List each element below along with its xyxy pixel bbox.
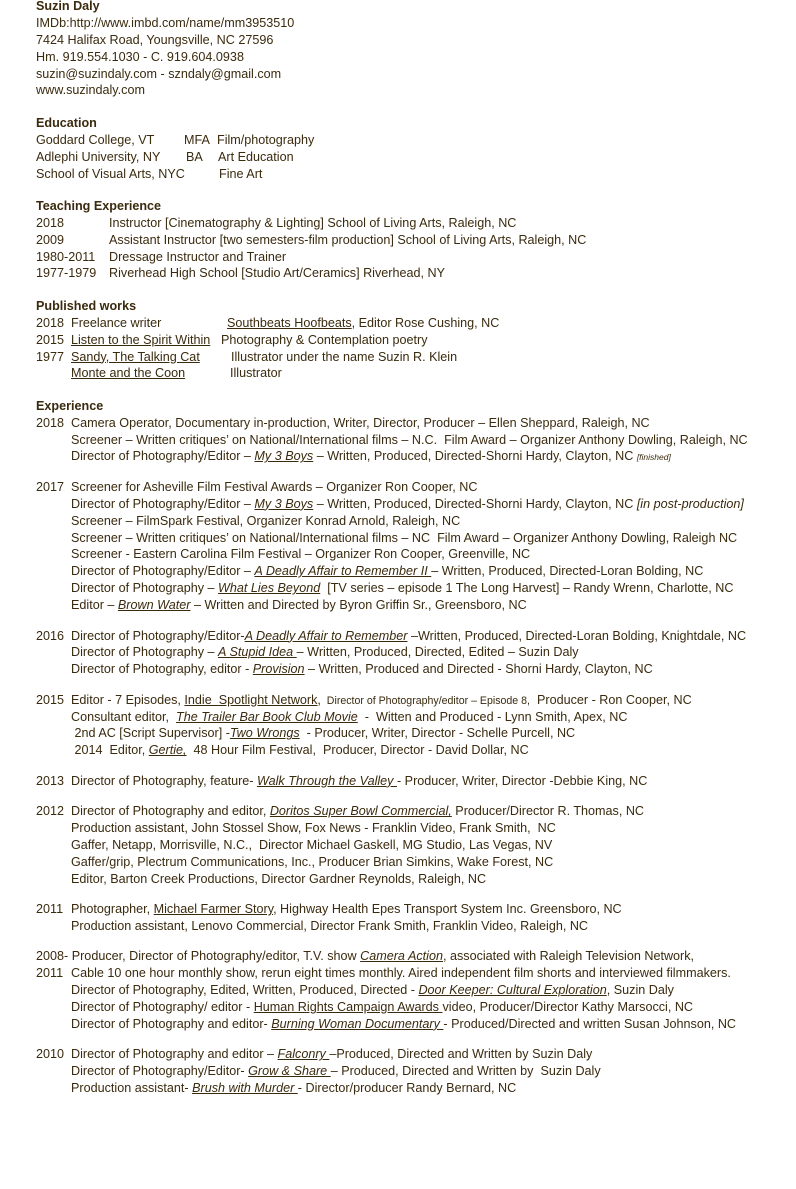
experience-entry: Production assistant, John Stossel Show, Fox News - Franklin Video, Frank Smith, NC (71, 821, 556, 836)
published-row: Monte and the Coon Illustrator (71, 366, 282, 381)
experience-entry: Editor, Barton Creek Productions, Director Gardner Reynolds, Raleigh, NC (71, 871, 487, 886)
teaching-row: 1980-2011 Dressage Instructor and Trainer (36, 249, 287, 264)
experience-entry: Director of Photography/Editor- Grow & Share – Produced, Directed and Written by Suzin Daly (71, 1064, 601, 1079)
experience-entry: 2013 Director of Photography, feature- Walk Through the Valley - Producer, Writer, Director -Debbie King, NC (36, 773, 648, 788)
experience-entry: Screener – FilmSpark Festival, Organizer Konrad Arnold, Raleigh, NC (71, 513, 461, 528)
education-row: Adlephi University, NY BA Art Education (36, 149, 294, 164)
experience-entry: Screener - Eastern Carolina Film Festival – Organizer Ron Cooper, Greenville, NC (71, 547, 531, 562)
experience-entry: Production assistant- Brush with Murder - Director/producer Randy Bernard, NC (71, 1081, 517, 1096)
experience-entry: 2018 Camera Operator, Documentary in-production, Writer, Director, Producer – Ellen Sheppard, Raleigh, NC (36, 415, 650, 430)
teaching-row: 2009 Assistant Instructor [two semesters-film production] School of Living Arts, Raleigh, NC (36, 232, 587, 247)
experience-entry: 2008- Producer, Director of Photography/editor, T.V. show Camera Action, associated with Raleigh Television Network, (36, 949, 695, 964)
published-row: 1977 Sandy, The Talking Cat Illustrator under the name Suzin R. Klein (36, 349, 458, 364)
experience-entry: Gaffer/grip, Plectrum Communications, Inc., Producer Brian Simkins, Wake Forest, NC (71, 854, 554, 869)
resume-name: Suzin Daly (36, 0, 100, 13)
email-addresses[interactable]: suzin@suzindaly.com - szndaly@gmail.com (36, 66, 282, 81)
education-row: School of Visual Arts, NYC Fine Art (36, 166, 263, 181)
published-row: 2015 Listen to the Spirit Within Photography & Contemplation poetry (36, 332, 428, 347)
experience-entry: Director of Photography and editor- Burning Woman Documentary - Produced/Directed and written Susan Johnson, NC (71, 1016, 737, 1031)
experience-heading: Experience (36, 398, 104, 413)
experience-entry: 2011 Cable 10 one hour monthly show, rerun eight times monthly. Aired independent film shorts and interviewed filmmakers. (36, 966, 731, 981)
teaching-row: 2018 Instructor [Cinematography & Lighting] School of Living Arts, Raleigh, NC (36, 215, 517, 230)
experience-entry: Director of Photography – A Stupid Idea – Written, Produced, Directed, Edited – Suzin Daly (71, 645, 579, 660)
experience-entry: Director of Photography, Edited, Written, Produced, Directed - Door Keeper: Cultural Exploration, Suzin Daly (71, 983, 674, 998)
experience-entry: Production assistant, Lenovo Commercial, Director Frank Smith, Franklin Video, Raleigh, NC (71, 918, 589, 933)
phone-numbers: Hm. 919.554.1030 - C. 919.604.0938 (36, 49, 244, 64)
address: 7424 Halifax Road, Youngsville, NC 27596 (36, 32, 274, 47)
experience-entry: Director of Photography, editor - Provision – Written, Produced and Directed - Shorni Hardy, Clayton, NC (71, 662, 653, 677)
experience-entry: Director of Photography/Editor – My 3 Boys – Written, Produced, Directed-Shorni Hardy, Clayton, NC [finished] (71, 449, 671, 464)
experience-entry: 2nd AC [Script Supervisor] -Two Wrongs - Producer, Writer, Director - Schelle Purcell, NC (71, 726, 576, 741)
experience-entry: 2016 Director of Photography/Editor-A Deadly Affair to Remember –Written, Produced, Directed-Loran Bolding, Knightdale, NC (36, 628, 747, 643)
experience-entry: Director of Photography/ editor - Human Rights Campaign Awards video, Producer/Director Kathy Marsocci, NC (71, 1000, 694, 1015)
experience-entry: 2014 Editor, Gertie, 48 Hour Film Festival, Producer, Director - David Dollar, NC (71, 743, 529, 758)
imdb-link[interactable]: IMDb:http://www.imbd.com/name/mm3953510 (36, 15, 295, 30)
experience-entry: Screener – Written critiques’ on National/International films – NC Film Award – Organizer Anthony Dowling, Raleigh NC (71, 530, 738, 545)
teaching-row: 1977-1979 Riverhead High School [Studio Art/Ceramics] Riverhead, NY (36, 266, 445, 281)
experience-entry: Gaffer, Netapp, Morrisville, N.C., Director Michael Gaskell, MG Studio, Las Vegas, NV (71, 837, 553, 852)
experience-entry: Director of Photography – What Lies Beyond [TV series – episode 1 The Long Harvest] – Randy Wrenn, Charlotte, NC (71, 581, 734, 596)
experience-entry: 2012 Director of Photography and editor, Doritos Super Bowl Commercial, Producer/Director R. Thomas, NC (36, 804, 645, 819)
resume-document (36, 0, 776, 1097)
experience-entry: Director of Photography/Editor – My 3 Boys – Written, Produced, Directed-Shorni Hardy, Clayton, NC [in post-production] (71, 496, 744, 511)
experience-entry: Editor – Brown Water – Written and Directed by Byron Griffin Sr., Greensboro, NC (71, 598, 527, 613)
experience-entry: 2010 Director of Photography and editor – Falconry –Produced, Directed and Written by Suzin Daly (36, 1047, 593, 1062)
published-row: 2018 Freelance writer Southbeats Hoofbeats, Editor Rose Cushing, NC (36, 315, 500, 330)
experience-entry: Director of Photography/Editor – A Deadly Affair to Remember II – Written, Produced, Directed-Loran Bolding, NC (71, 564, 704, 579)
experience-entry: Consultant editor, The Trailer Bar Book Club Movie - Witten and Produced - Lynn Smith, Apex, NC (71, 709, 628, 724)
website-link[interactable]: www.suzindaly.com (36, 83, 145, 98)
published-heading: Published works (36, 298, 137, 313)
experience-entry: 2011 Photographer, Michael Farmer Story, Highway Health Epes Transport System Inc. Greensboro, NC (36, 902, 622, 917)
experience-entry: 2017 Screener for Asheville Film Festival Awards – Organizer Ron Cooper, NC (36, 479, 478, 494)
teaching-heading: Teaching Experience (36, 198, 162, 213)
education-row: Goddard College, VT MFA Film/photography (36, 132, 315, 147)
experience-entry: 2015 Editor - 7 Episodes, Indie Spotlight Network, Director of Photography/editor – Episode 8, Producer - Ron Cooper, NC (36, 692, 692, 707)
experience-entry: Screener – Written critiques’ on National/International films – N.C. Film Award – Organizer Anthony Dowling, Raleigh, NC (71, 432, 748, 447)
education-heading: Education (36, 115, 97, 130)
